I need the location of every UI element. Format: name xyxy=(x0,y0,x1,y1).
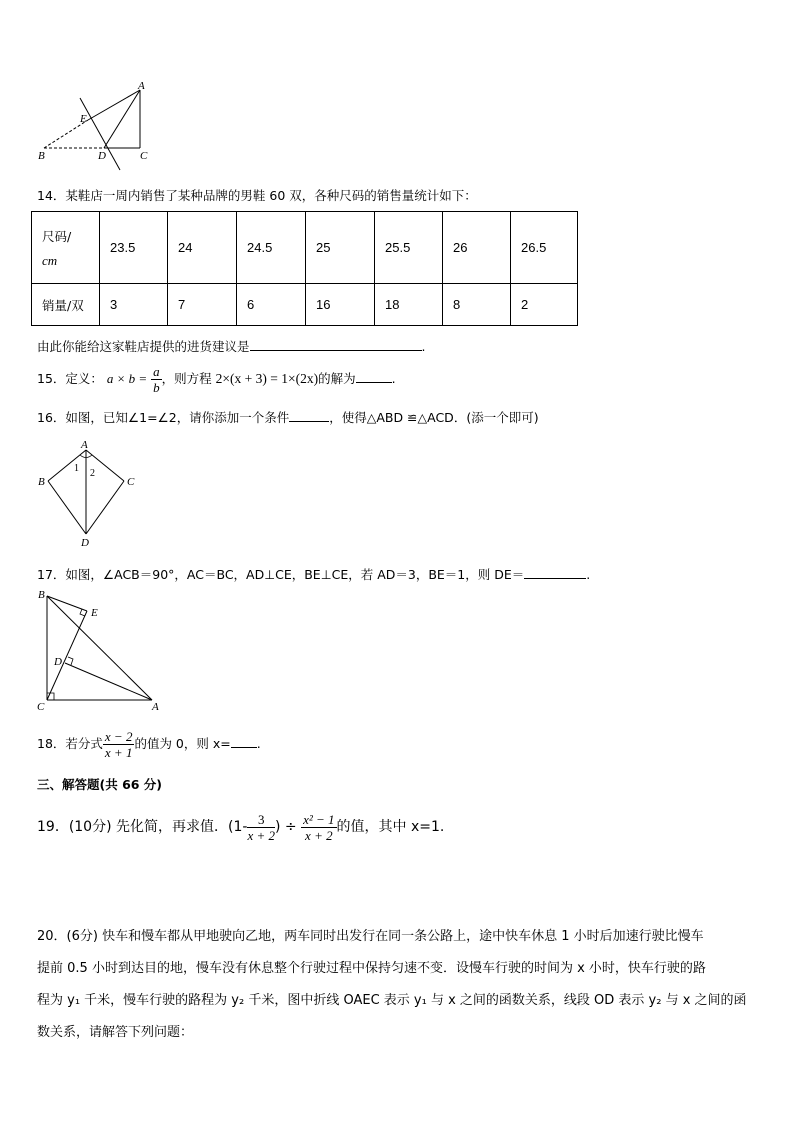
segment-AD xyxy=(104,90,140,148)
q15-line xyxy=(37,362,396,396)
answer-blank xyxy=(289,408,329,422)
segment-AB xyxy=(48,450,86,481)
table-cell: 24.5 xyxy=(237,212,306,284)
section-title: 三、解答题(共 66 分) xyxy=(37,777,163,792)
table-cell: 18 xyxy=(375,284,443,326)
segment-EA xyxy=(88,90,140,120)
table-header-size xyxy=(32,212,100,284)
q20-line-3: 程为 y₁ 千米，慢车行驶的路程为 y₂ 千米，图中折线 OAEC 表示 y₁ 与 x 之间的函数关系，线段 OD 表示 y₂ 与 x 之间的函 xyxy=(37,993,747,1008)
q19-fraction-2 xyxy=(301,812,336,843)
table-cell: 26.5 xyxy=(511,212,578,284)
q19-frac1-num: 3 xyxy=(247,812,275,828)
label-D: D xyxy=(54,656,62,668)
size-sales-table xyxy=(31,211,578,326)
q18-frac-num: x − 2 xyxy=(104,729,133,744)
q20-line-4: 数关系，请解答下列问题： xyxy=(37,1025,194,1040)
q17-end: . xyxy=(586,567,591,582)
answer-blank xyxy=(231,734,257,748)
label-1: 1 xyxy=(74,463,79,474)
q16-figure xyxy=(36,438,146,550)
table-cell: 3 xyxy=(100,284,168,326)
label-A: A xyxy=(138,80,145,92)
q18-fraction xyxy=(103,729,135,760)
table-cell: 6 xyxy=(237,284,306,326)
right-angle-mark xyxy=(68,657,73,665)
q13-figure xyxy=(36,80,166,172)
table-cell: 24 xyxy=(168,212,237,284)
table-cell: 7 xyxy=(168,284,237,326)
header-size-label: 尺码/ xyxy=(42,228,72,244)
q14-end: . xyxy=(421,339,426,354)
table-cell: 16 xyxy=(306,284,375,326)
q15-equation: 2×(x + 3) = 1×(2x) xyxy=(215,371,319,386)
q18-frac-den: x + 1 xyxy=(104,745,133,760)
q19-line xyxy=(37,808,444,846)
q18-mid: 的值为 0，则 x= xyxy=(134,736,231,751)
label-B: B xyxy=(38,589,45,601)
q14-followup-line xyxy=(37,337,426,355)
label-2: 2 xyxy=(90,468,95,479)
q15-suffix: 的解为 xyxy=(318,371,356,386)
table-cell: 25 xyxy=(306,212,375,284)
table-header-sales: 销量/双 xyxy=(32,284,100,326)
table-cell: 8 xyxy=(443,284,511,326)
segment-DA xyxy=(65,663,152,700)
q16-line xyxy=(37,408,539,426)
label-D: D xyxy=(98,150,106,162)
q18-prefix: 18．若分式 xyxy=(37,736,103,751)
q20-line-2: 提前 0.5 小时到达目的地，慢车没有休息整个行驶过程中保持匀速不变．设慢车行驶的时间为 x 小时，快车行驶的路 xyxy=(37,961,706,976)
answer-blank xyxy=(524,565,586,579)
q19-fraction-1 xyxy=(247,812,275,843)
label-A: A xyxy=(152,701,159,713)
q20-line-1: 20．(6分) 快车和慢车都从甲地驶向乙地，两车同时出发行在同一条公路上，途中快车休息 1 小时后加速行驶比慢车 xyxy=(37,929,704,944)
label-C: C xyxy=(140,150,148,162)
q19-prefix: 19．(10分) 先化简，再求值．(1- xyxy=(37,819,248,835)
label-C: C xyxy=(127,476,135,488)
label-E: E xyxy=(80,113,87,125)
label-D: D xyxy=(81,537,89,549)
segment-BD xyxy=(48,481,86,534)
answer-blank xyxy=(250,337,422,351)
segment-BE xyxy=(47,596,87,611)
table-row xyxy=(32,212,578,284)
q14-text: 14．某鞋店一周内销售了某种品牌的男鞋 60 双，各种尺码的销售量统计如下： xyxy=(37,188,477,203)
segment-BA xyxy=(47,596,152,700)
q17-text: 17．如图，∠ACB＝90°，AC＝BC，AD⊥CE，BE⊥CE，若 AD＝3，BE＝1，则 DE＝ xyxy=(37,567,525,582)
q15-mid: ，则方程 xyxy=(161,371,212,386)
q15-prefix: 15．定义： xyxy=(37,371,103,386)
label-B: B xyxy=(38,150,45,162)
q15-frac-den: b xyxy=(153,380,160,395)
q15-end: . xyxy=(391,371,396,386)
q18-end: . xyxy=(256,736,261,751)
segment-CE xyxy=(47,611,87,700)
q19-mid: ) ÷ xyxy=(274,819,297,835)
q19-frac2-den: x + 2 xyxy=(305,827,333,843)
q19-suffix: 的值，其中 x=1. xyxy=(336,819,445,835)
segment-CD xyxy=(86,481,124,534)
label-E: E xyxy=(91,607,98,619)
q15-frac-num: a xyxy=(153,364,160,379)
table-cell: 2 xyxy=(511,284,578,326)
q19-frac1-den: x + 2 xyxy=(247,827,275,843)
q17-figure xyxy=(35,588,165,716)
q15-def-lhs: a × b = xyxy=(106,371,148,386)
q14-followup: 由此你能给这家鞋店提供的进货建议是 xyxy=(37,339,250,354)
table-cell: 26 xyxy=(443,212,511,284)
table-cell: 25.5 xyxy=(375,212,443,284)
label-B: B xyxy=(38,476,45,488)
q17-line xyxy=(37,565,590,583)
label-C: C xyxy=(37,701,45,713)
answer-blank xyxy=(356,369,392,383)
q16-text-b: ，使得△ABD ≌△ACD．(添一个即可) xyxy=(329,410,539,425)
table-cell: 23.5 xyxy=(100,212,168,284)
table-row xyxy=(32,284,578,326)
q18-line xyxy=(37,726,261,762)
q19-frac2-num: x² − 1 xyxy=(303,811,335,827)
header-unit-label: cm xyxy=(42,252,58,268)
q16-text-a: 16．如图，已知∠1=∠2，请你添加一个条件 xyxy=(37,410,290,425)
label-A: A xyxy=(81,439,88,451)
q15-fraction xyxy=(151,364,162,395)
